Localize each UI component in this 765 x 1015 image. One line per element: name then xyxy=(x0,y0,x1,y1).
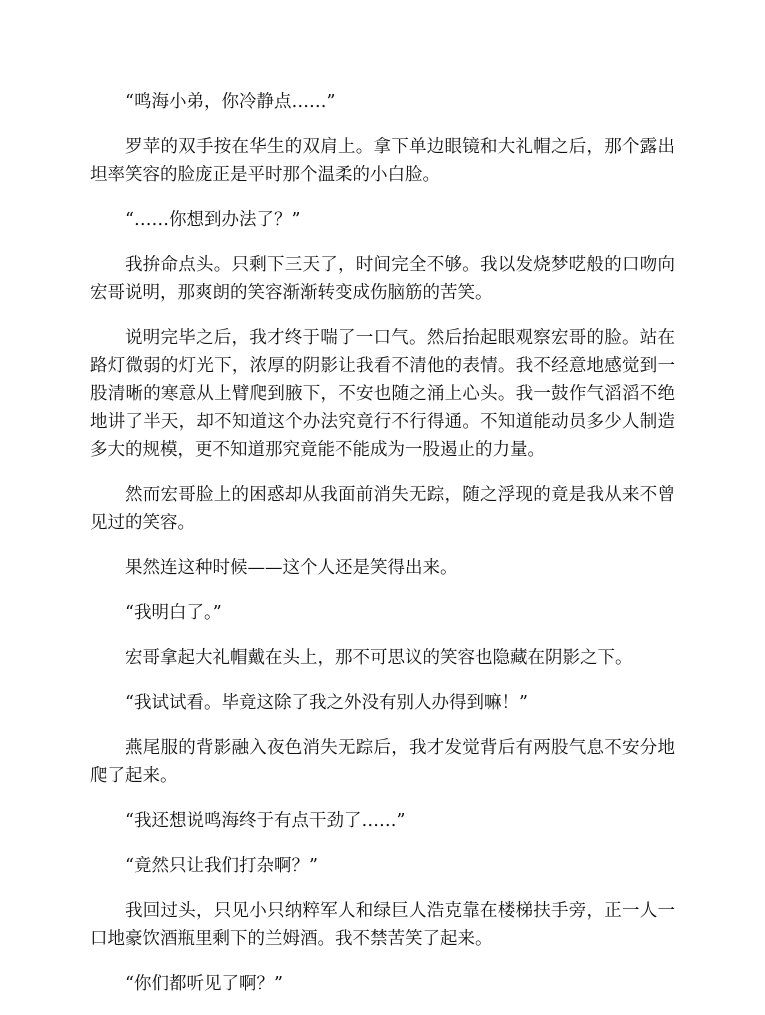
paragraph: “我明白了。” xyxy=(125,603,222,623)
paragraph: 我回过头，只见小只纳粹军人和绿巨人浩克靠在楼梯扶手旁，正一人一口地豪饮酒瓶里剩下的兰姆酒。我不禁苦笑了起来。 xyxy=(90,901,675,949)
paragraph: “我试试看。毕竟这除了我之外没有别人办得到嘛！” xyxy=(125,693,528,713)
paragraph: 宏哥拿起大礼帽戴在头上，那不可思议的笑容也隐藏在阴影之下。 xyxy=(125,648,633,668)
paragraph: 果然连这种时候——这个人还是笑得出来。 xyxy=(125,558,458,578)
paragraph: “你们都听见了啊？” xyxy=(125,974,283,994)
paragraph: “……你想到办法了？” xyxy=(125,210,301,230)
paragraph: 说明完毕之后，我才终于喘了一口气。然后抬起眼观察宏哥的脸。站在路灯微弱的灯光下，浓厚的阴影让我看不清他的表情。我不经意地感觉到一股清晰的寒意从上臂爬到腋下，不安也随之涌上心头。我一鼓作气滔滔不绝地讲了半天，却不知道这个办法究竟行不行得通。不知道能动员多少人制造多大的规模，更不知道那究竟能不能成为一股遏止的力量。 xyxy=(90,328,675,460)
paragraph: 然而宏哥脸上的困惑却从我面前消失无踪，随之浮现的竟是我从来不曾见过的笑容。 xyxy=(90,485,675,533)
paragraph: 我拚命点头。只剩下三天了，时间完全不够。我以发烧梦呓般的口吻向宏哥说明，那爽朗的笑容渐渐转变成伤脑筋的苦笑。 xyxy=(90,255,675,303)
paragraph: “鸣海小弟，你冷静点……” xyxy=(125,92,336,112)
paragraph: “我还想说鸣海终于有点干劲了……” xyxy=(125,811,406,831)
paragraph: 燕尾服的背影融入夜色消失无踪后，我才发觉背后有两股气息不安分地爬了起来。 xyxy=(90,738,675,786)
paragraph: “竟然只让我们打杂啊？” xyxy=(125,856,318,876)
document-page xyxy=(90,88,675,1015)
paragraph: 罗苹的双手按在华生的双肩上。拿下单边眼镜和大礼帽之后，那个露出坦率笑容的脸庞正是平时那个温柔的小白脸。 xyxy=(90,137,675,185)
